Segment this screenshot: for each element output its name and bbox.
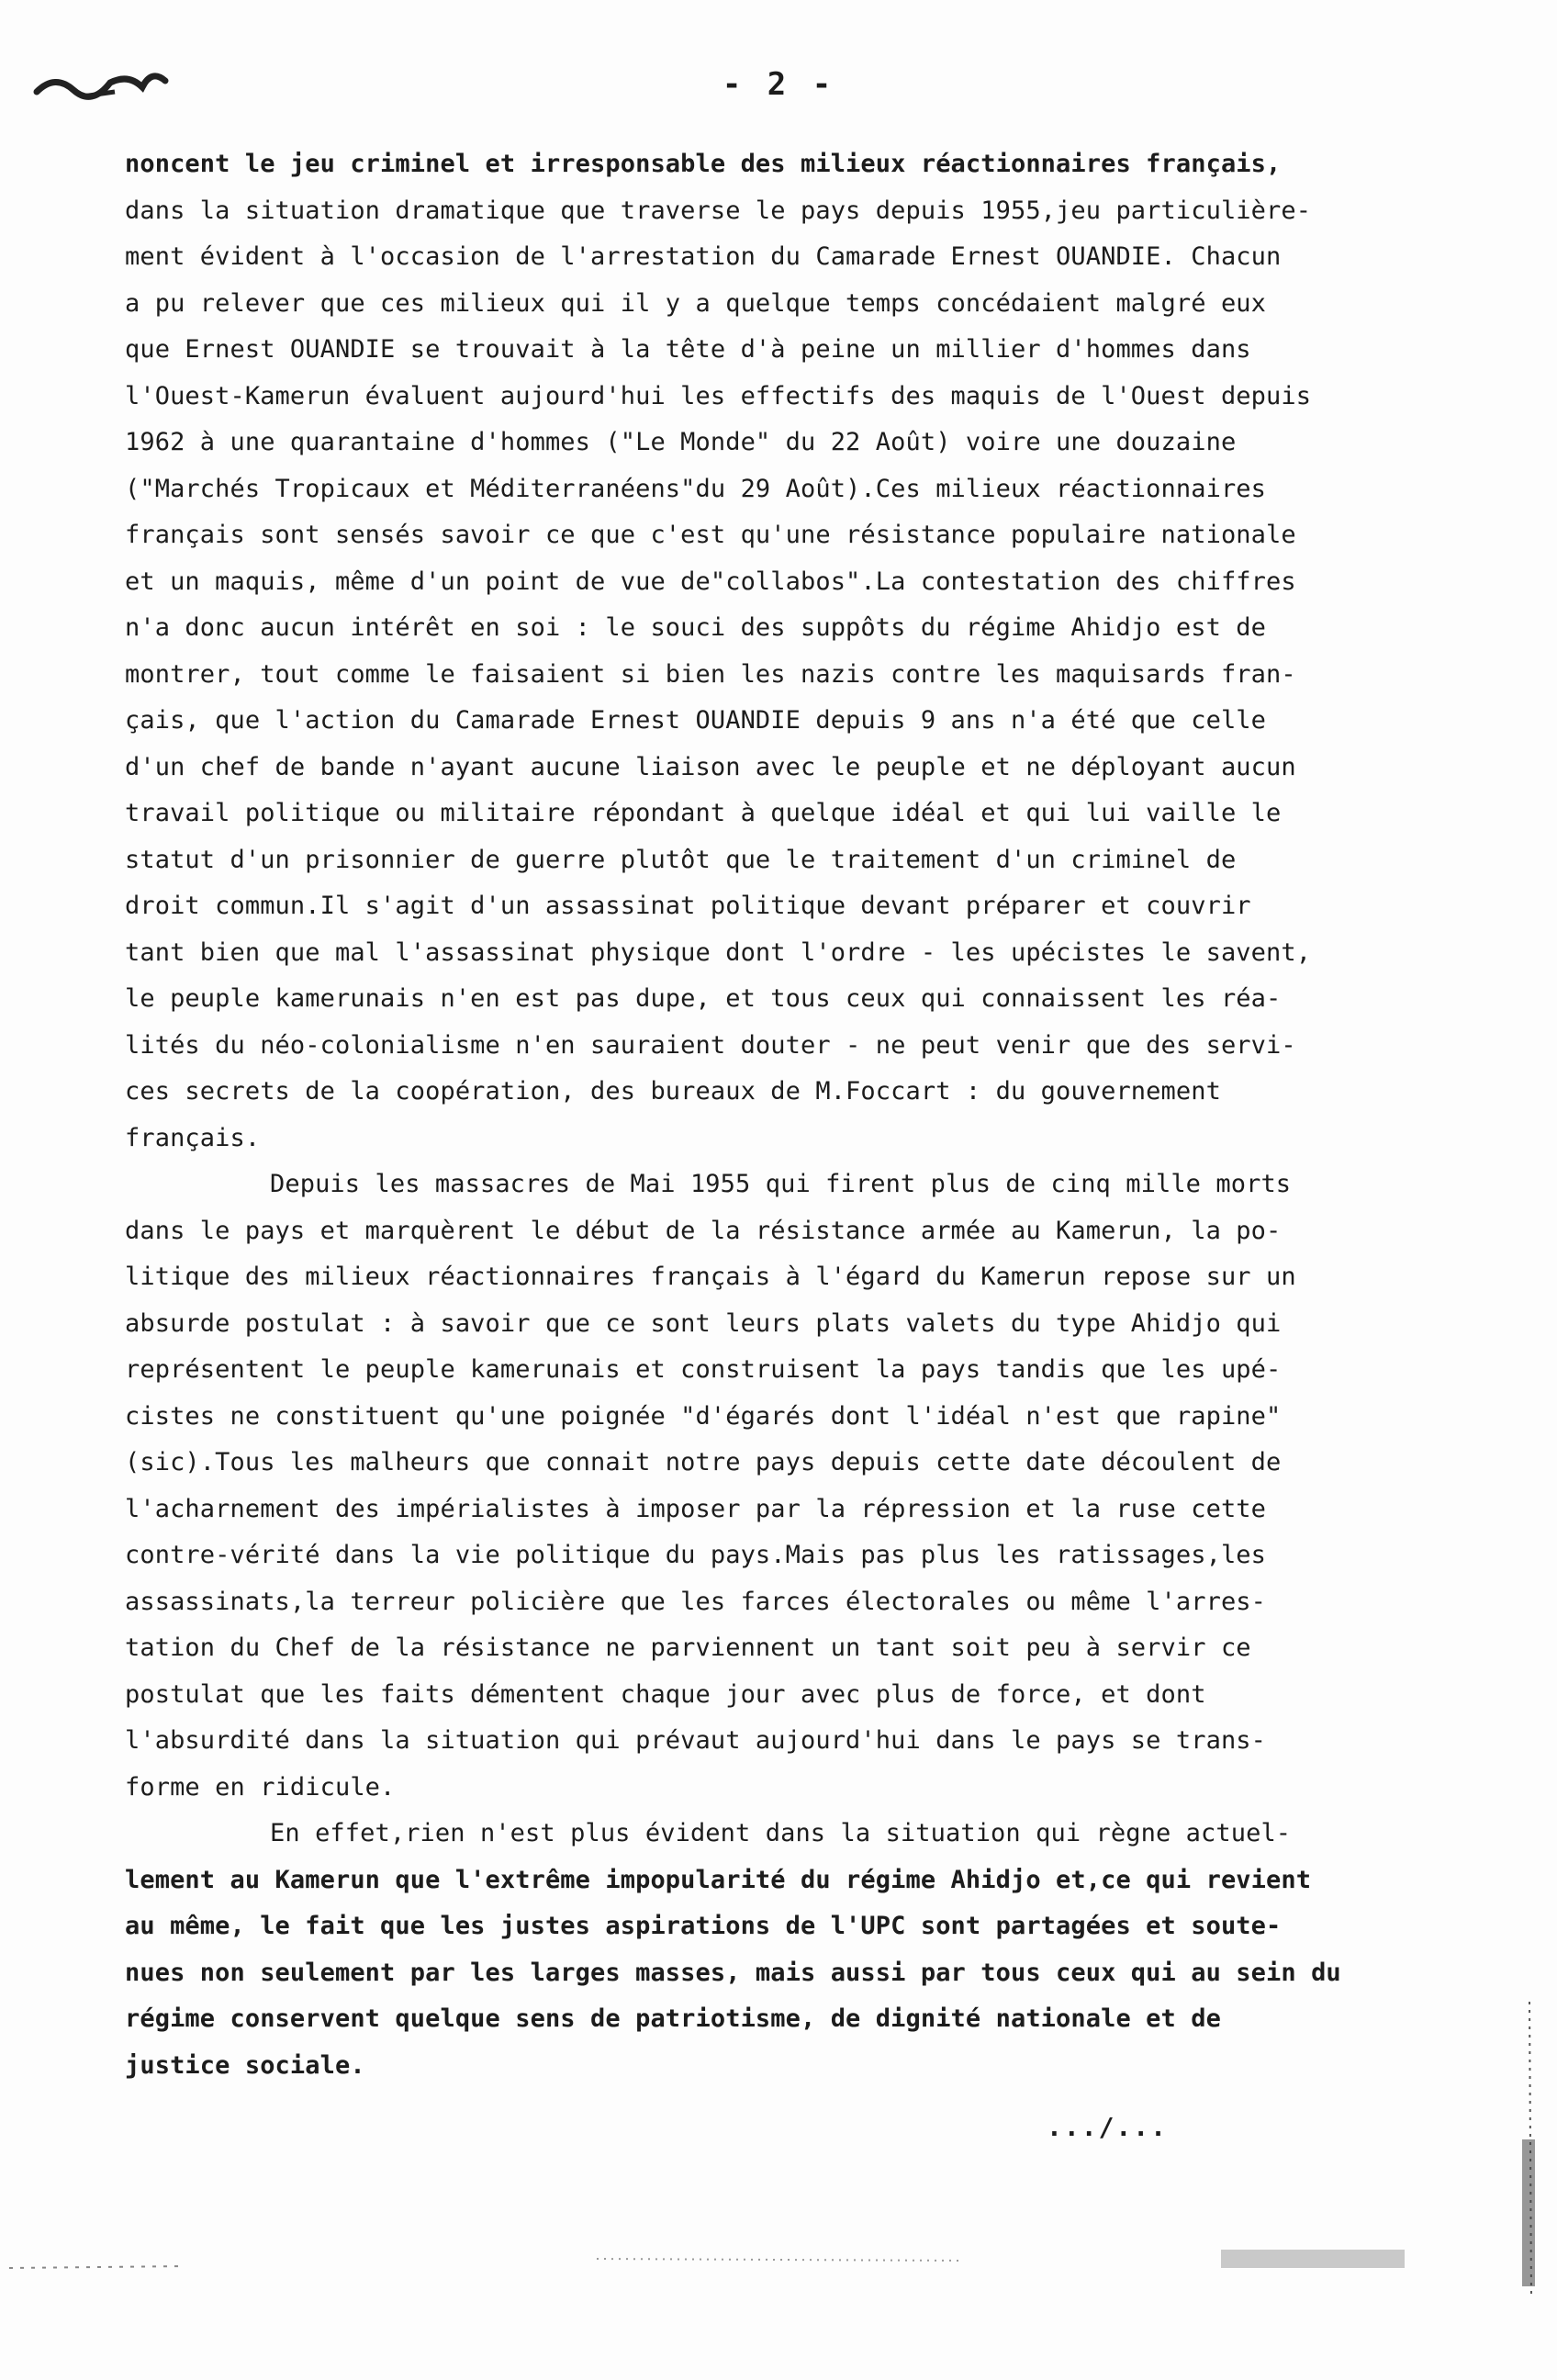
text-line: ment évident à l'occasion de l'arrestation du Camarade Ernest OUANDIE. Chacun xyxy=(125,242,1282,271)
text-line: ces secrets de la coopération, des bureaux de M.Foccart : du gouvernement xyxy=(125,1077,1221,1106)
text-line: travail politique ou militaire répondant à quelque idéal et qui lui vaille le xyxy=(125,799,1282,827)
text-line: absurde postulat : à savoir que ce sont leurs plats valets du type Ahidjo qui xyxy=(125,1308,1282,1338)
text-line: assassinats,la terreur policière que les farces électorales ou même l'arres- xyxy=(125,1587,1267,1616)
text-line: (sic).Tous les malheurs que connait notre pays depuis cette date découlent de xyxy=(125,1448,1282,1476)
text-line: l'acharnement des impérialistes à imposer par la répression et la ruse cette xyxy=(125,1494,1267,1523)
text-line: et un maquis, même d'un point de vue de"collabos".La contestation des chiffres xyxy=(125,567,1296,596)
page-number: - 2 - xyxy=(722,66,835,103)
body-text xyxy=(125,141,1438,2089)
text-line: d'un chef de bande n'ayant aucune liaison avec le peuple et ne déployant aucun xyxy=(125,752,1296,781)
text-line: ("Marchés Tropicaux et Méditerranéens"du 29 Août).Ces milieux réactionnaires xyxy=(125,474,1267,503)
text-line: lités du néo-colonialisme n'en sauraient douter - ne peut venir que des servi- xyxy=(125,1030,1296,1060)
text-line: montrer, tout comme le faisaient si bien les nazis contre les maquisards fran- xyxy=(125,659,1296,689)
text-line: 1962 à une quarantaine d'hommes ("Le Monde" du 22 Août) voire une douzaine xyxy=(125,428,1237,456)
text-line: représentent le peuple kamerunais et construisent la pays tandis que les upé- xyxy=(125,1355,1282,1384)
text-line: le peuple kamerunais n'en est pas dupe, et tous ceux qui connaissent les réa- xyxy=(125,984,1282,1013)
text-line: au même, le fait que les justes aspirations de l'UPC sont partagées et soute- xyxy=(125,1912,1282,1940)
text-line: n'a donc aucun intérêt en soi : le souci des suppôts du régime Ahidjo est de xyxy=(125,613,1267,642)
text-line: litique des milieux réactionnaires français à l'égard du Kamerun repose sur un xyxy=(125,1263,1296,1291)
text-line: dans le pays et marquèrent le début de la résistance armée au Kamerun, la po- xyxy=(125,1216,1282,1245)
text-line: çais, que l'action du Camarade Ernest OUANDIE depuis 9 ans n'a été que celle xyxy=(125,706,1267,735)
text-line: nues non seulement par les larges masses, mais aussi par tous ceux qui au sein du xyxy=(125,1958,1341,1987)
text-line: tation du Chef de la résistance ne parviennent un tant soit peu à servir ce xyxy=(125,1633,1251,1662)
text-line: Depuis les massacres de Mai 1955 qui firent plus de cinq mille morts xyxy=(270,1170,1292,1198)
text-line: postulat que les faits démentent chaque jour avec plus de force, et dont xyxy=(125,1679,1206,1709)
scan-noise-artifact-icon xyxy=(0,2240,1557,2296)
text-line: l'Ouest-Kamerun évaluent aujourd'hui les effectifs des maquis de l'Ouest depuis xyxy=(125,381,1312,410)
text-line: lement au Kamerun que l'extrême impopularité du régime Ahidjo et,ce qui revient xyxy=(125,1865,1312,1894)
text-line: tant bien que mal l'assassinat physique dont l'ordre - les upécistes le savent, xyxy=(125,937,1312,967)
text-line: que Ernest OUANDIE se trouvait à la tête d'à peine un millier d'hommes dans xyxy=(125,335,1251,364)
text-line: statut d'un prisonnier de guerre plutôt que le traitement d'un criminel de xyxy=(125,845,1237,874)
text-line: dans la situation dramatique que traverse le pays depuis 1955,jeu particulière- xyxy=(125,196,1312,225)
text-line: forme en ridicule. xyxy=(125,1772,396,1802)
text-line: a pu relever que ces milieux qui il y a quelque temps concédaient malgré eux xyxy=(125,288,1267,318)
text-line: l'absurdité dans la situation qui prévaut aujourd'hui dans le pays se trans- xyxy=(125,1726,1267,1755)
text-line: noncent le jeu criminel et irresponsable des milieux réactionnaires français, xyxy=(125,150,1282,178)
text-line: cistes ne constituent qu'une poignée "d'égarés dont l'idéal n'est que rapine" xyxy=(125,1401,1282,1431)
continuation-mark: .../... xyxy=(1047,2112,1169,2142)
text-line: français sont sensés savoir ce que c'est qu'une résistance populaire nationale xyxy=(125,521,1296,549)
text-line: justice sociale. xyxy=(125,2050,365,2080)
text-line: régime conservent quelque sens de patriotisme, de dignité nationale et de xyxy=(125,2004,1221,2033)
text-line: français. xyxy=(125,1123,261,1152)
text-line: contre-vérité dans la vie politique du pays.Mais pas plus les ratissages,les xyxy=(125,1541,1267,1569)
text-line: droit commun.Il s'agit d'un assassinat politique devant préparer et couvrir xyxy=(125,892,1251,920)
text-line: En effet,rien n'est plus évident dans la situation qui règne actuel- xyxy=(270,1819,1292,1847)
